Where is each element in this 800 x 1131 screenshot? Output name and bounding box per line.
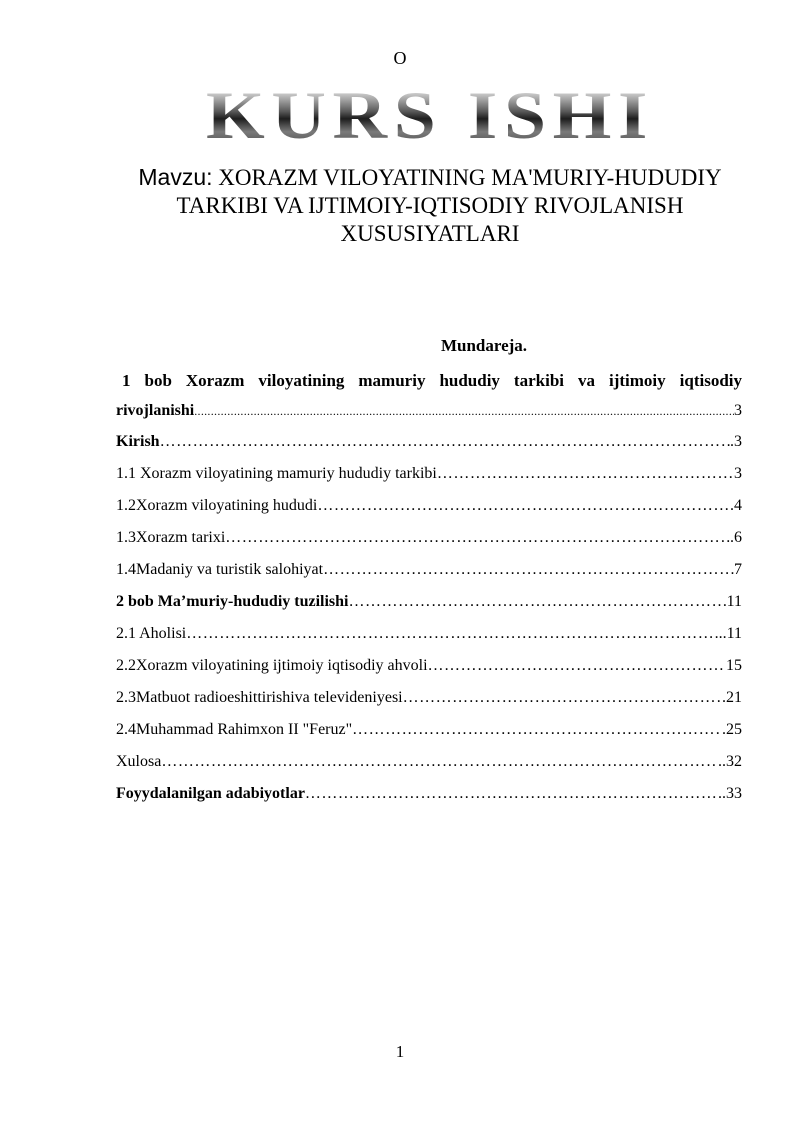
toc-entry-page: 7 (734, 561, 742, 578)
toc-entry (116, 746, 742, 778)
toc-entry-label: 1.3Xorazm tarixi (116, 529, 226, 546)
toc-entry-page: .21 (722, 689, 742, 706)
toc-leader (428, 650, 726, 682)
toc-leader (323, 554, 734, 586)
toc-entry-label: Kirish (116, 433, 160, 450)
toc-entry (116, 714, 742, 746)
toc-entry-label: 1.1 Xorazm viloyatining mamuriy hududiy tarkibi (116, 465, 437, 482)
toc-entry (116, 396, 742, 426)
toc-leader (352, 714, 722, 746)
toc-entry-page: .3 (730, 433, 742, 450)
toc-entry-label: 1.2Xorazm viloyatining hududi (116, 497, 318, 514)
toc-entry-page: 3 (734, 465, 742, 482)
subject-line-3: XUSUSIYATLARI (340, 221, 520, 246)
toc-leader (437, 458, 734, 490)
toc-entry (116, 522, 742, 554)
toc-entry-page: 3 (734, 402, 742, 419)
toc-entry-page: ..33 (718, 785, 742, 802)
toc-title-row (0, 336, 800, 356)
toc-entry-label: Foyydalanilgan adabiyotlar (116, 785, 305, 802)
toc-chapter1-heading: 1 bob Xorazm viloyatining mamuriy hududiy tarkibi va ijtimoiy iqtisodiy (122, 371, 742, 390)
toc-entry-page: .25 (722, 721, 742, 738)
toc-leader (225, 522, 730, 554)
toc-entry (116, 778, 742, 810)
banner-text: KURS ISHI (206, 80, 654, 146)
toc-leader (403, 682, 722, 714)
toc-entry (116, 618, 742, 650)
top-mark: O (393, 48, 407, 68)
toc-entry-page: ..32 (718, 753, 742, 770)
toc-leader (317, 490, 730, 522)
toc-entry-label: 2.2Xorazm viloyatining ijtimoiy iqtisodiy ahvoli (116, 657, 428, 674)
subject-lead: Mavzu: (138, 164, 213, 190)
toc-title: Mundareja. (440, 336, 528, 355)
toc-entry (116, 458, 742, 490)
toc-entry (116, 650, 742, 682)
toc-leader (160, 426, 730, 458)
subject-heading (100, 163, 760, 248)
toc-leader (194, 396, 734, 426)
toc-entry-label: 2.1 Aholisi (116, 625, 187, 642)
toc-leader (186, 618, 714, 650)
title-banner (200, 80, 660, 146)
toc-entry (116, 586, 742, 618)
toc-leader (161, 746, 718, 778)
toc-entry-label: 1.4Madaniy va turistik salohiyat (116, 561, 324, 578)
toc-entry (116, 490, 742, 522)
toc-leader (305, 778, 718, 810)
toc-entry-page: .6 (730, 529, 742, 546)
toc-entry-label: 2 bob Ma’muriy-hududiy tuzilishi (116, 593, 349, 610)
toc-entry (116, 682, 742, 714)
toc-entry-page: 11 (726, 593, 742, 610)
subject-line-1: XORAZM VILOYATINING MA'MURIY-HUDUDIY (218, 165, 722, 190)
toc-entry (116, 426, 742, 458)
toc-entry-page: ...11 (714, 625, 742, 642)
toc-entry-page: .4 (730, 497, 742, 514)
toc-entry-label: 2.3Matbuot radioeshittirishiva televideniyesi (116, 689, 403, 706)
toc-leader (349, 586, 727, 618)
toc-entry-label: Xulosa (116, 753, 162, 770)
table-of-contents (116, 366, 742, 810)
page-number: 1 (395, 1042, 405, 1061)
toc-entry-label: rivojlanishi (116, 402, 195, 419)
subject-line-2: TARKIBI VA IJTIMOIY-IQTISODIY RIVOJLANISH (176, 193, 684, 218)
toc-entry-label: 2.4Muhammad Rahimxon II "Feruz" (116, 721, 353, 738)
toc-entry-page: 15 (726, 657, 742, 674)
toc-entry (116, 554, 742, 586)
